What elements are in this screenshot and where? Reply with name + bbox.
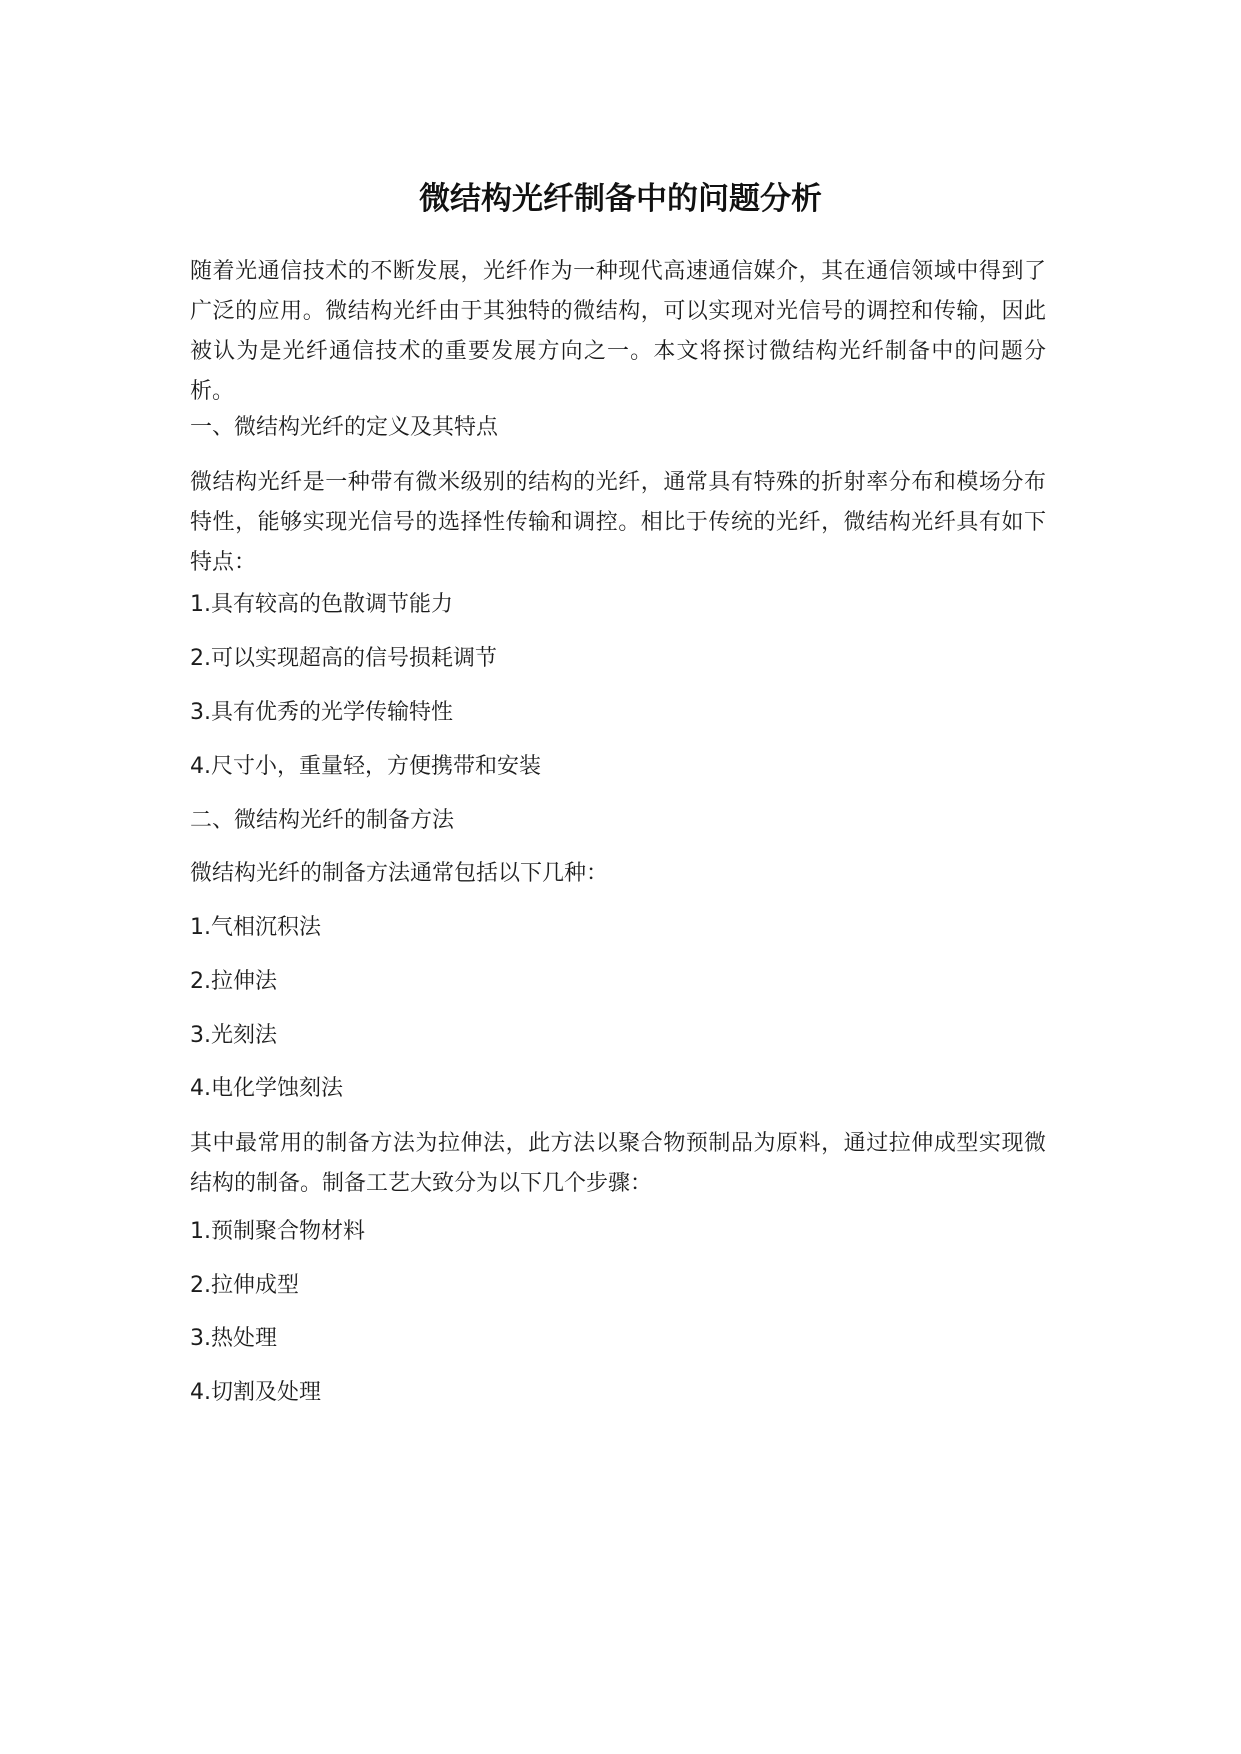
section-heading-2: 二、微结构光纤的制备方法: [190, 808, 455, 833]
step-item-3: 3.热处理: [190, 1326, 277, 1351]
intro-paragraph: 随着光通信技术的不断发展，光纤作为一种现代高速通信媒介，其在通信领域中得到了广泛的应用。微结构光纤由于其独特的微结构，可以实现对光信号的调控和传输，因此被认为是光纤通信技术的重要发展方向之一。本文将探讨微结构光纤制备中的问题分析。: [190, 259, 1046, 404]
section-2-paragraph: 微结构光纤的制备方法通常包括以下几种：: [190, 861, 609, 886]
step-item-4: 4.切割及处理: [190, 1380, 321, 1405]
method-item-3: 3.光刻法: [190, 1023, 277, 1048]
document-title: 微结构光纤制备中的问题分析: [419, 181, 822, 217]
method-item-4: 4.电化学蚀刻法: [190, 1076, 343, 1101]
feature-item-3: 3.具有优秀的光学传输特性: [190, 700, 453, 725]
step-item-1: 1.预制聚合物材料: [190, 1219, 365, 1244]
section-1-paragraph: 微结构光纤是一种带有微米级别的结构的光纤，通常具有特殊的折射率分布和模场分布特性，能够实现光信号的选择性传输和调控。相比于传统的光纤，微结构光纤具有如下特点：: [190, 470, 1046, 575]
feature-item-1: 1.具有较高的色散调节能力: [190, 592, 453, 617]
feature-item-2: 2.可以实现超高的信号损耗调节: [190, 646, 497, 671]
section-heading-1: 一、微结构光纤的定义及其特点: [190, 415, 499, 440]
method-item-2: 2.拉伸法: [190, 969, 277, 994]
method-item-1: 1.气相沉积法: [190, 915, 321, 940]
section-2-paragraph-2: 其中最常用的制备方法为拉伸法，此方法以聚合物预制品为原料，通过拉伸成型实现微结构的制备。制备工艺大致分为以下几个步骤：: [190, 1131, 1046, 1196]
feature-item-4: 4.尺寸小，重量轻，方便携带和安装: [190, 754, 541, 779]
step-item-2: 2.拉伸成型: [190, 1273, 299, 1298]
